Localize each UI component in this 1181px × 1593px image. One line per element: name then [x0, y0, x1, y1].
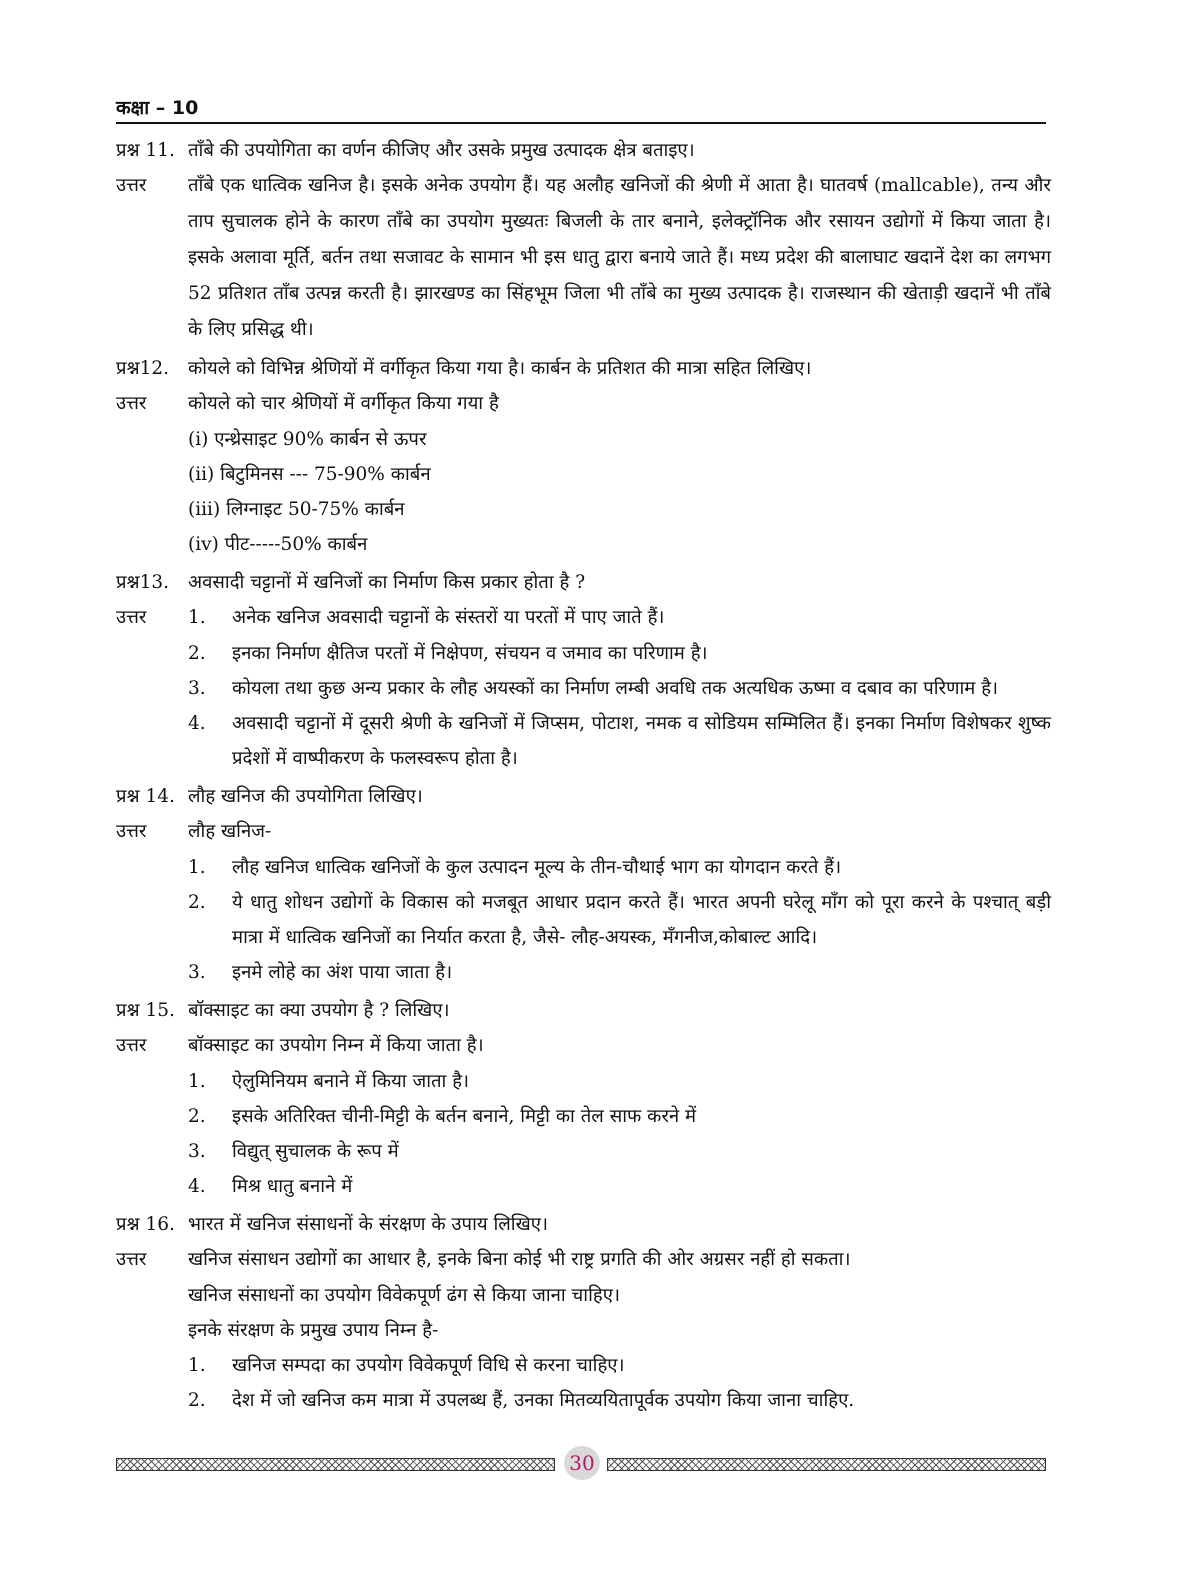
question-label: प्रश्न 14.	[116, 786, 175, 807]
question-label: प्रश्न 16.	[116, 1214, 175, 1235]
list-item	[188, 1134, 1051, 1169]
list-number: 2.	[188, 643, 206, 664]
question-14	[116, 780, 1051, 814]
answer-16	[116, 1242, 1051, 1278]
answer-label: उत्तर	[116, 393, 147, 414]
answer-label: उत्तर	[116, 821, 147, 842]
list-text: खनिज सम्पदा का उपयोग विवेकपूर्ण विधि से करना चाहिए।	[232, 1355, 625, 1376]
list-text: ये धातु शोधन उद्योगों के विकास को मजबूत आधार प्रदान करते हैं। भारत अपनी घरेलू माँग को पूरा करने के पश्चात् बड़ी मात्रा में धात्विक खनिजों का निर्यात करता है, जैसे- लौह-अयस्क, मँगनीज,कोबाल्ट आदि।	[232, 892, 1051, 948]
answer-text: बॉक्साइट का उपयोग निम्न में किया जाता है।	[188, 1035, 484, 1056]
answer-text: खनिज संसाधन उद्योगों का आधार है, इनके बिना कोई भी राष्ट्र प्रगति की ओर अग्रसर नहीं हो सकता।	[188, 1249, 851, 1270]
answer-text: ताँबे एक धात्विक खनिज है। इसके अनेक उपयोग हैं। यह अलौह खनिजों की श्रेणी में आता है। घातवर्ष (mallcable), तन्य और ताप सुचालक होने के कारण ताँबे का उपयोग मुख्यतः बिजली के तार बनाने, इलेक्ट्रॉनिक और रसायन उद्योगों में किया जाता है। इसके अलावा मूर्ति, बर्तन तथा सजावट के सामान भी इस धातु द्वारा बनाये जाते हैं। मध्य प्रदेश की बालाघाट खदानें देश का लगभग 52 प्रतिशत ताँब उत्पन्न करती है। झारखण्ड का सिंहभूम जिला भी ताँबे का मुख्य उत्पादक है। राजस्थान की खेताड़ी खदानें भी ताँबे के लिए प्रसिद्ध थी।	[188, 175, 1051, 340]
list-item: (ii) बिटुमिनस --- 75-90% कार्बन	[188, 464, 431, 485]
page-footer	[116, 1448, 1046, 1478]
list-number: 4.	[188, 1176, 206, 1197]
list-item	[188, 671, 1051, 706]
list-text: मिश्र धातु बनाने में	[232, 1176, 353, 1197]
list-text: इनमे लोहे का अंश पाया जाता है।	[232, 962, 453, 983]
answer-text: कोयले को चार श्रेणियों में वर्गीकृत किया गया है	[188, 393, 499, 414]
question-label: प्रश्न 15.	[116, 1000, 175, 1021]
question-label: प्रश्न13.	[116, 572, 170, 593]
list-item	[188, 1383, 1051, 1418]
answer-11	[116, 168, 1051, 348]
list-number: 2.	[188, 892, 206, 913]
list-item	[188, 885, 1051, 955]
list-number: 1.	[188, 1355, 206, 1376]
list-item	[188, 1348, 1051, 1383]
question-text: कोयले को विभिन्न श्रेणियों में वर्गीकृत किया गया है। कार्बन के प्रतिशत की मात्रा सहित लिखिए।	[188, 358, 812, 379]
question-11	[116, 134, 1051, 168]
list-text: अनेक खनिज अवसादी चट्टानों के संस्तरों या परतों में पाए जाते हैं।	[232, 607, 665, 628]
question-16	[116, 1208, 1051, 1242]
answer-label: उत्तर	[116, 1035, 147, 1056]
list-number: 4.	[188, 713, 206, 734]
list-item	[188, 850, 1051, 885]
question-label: प्रश्न12.	[116, 358, 170, 379]
question-text: अवसादी चट्टानों में खनिजों का निर्माण किस प्रकार होता है ?	[188, 572, 586, 593]
answer-15	[116, 1028, 1051, 1064]
list-item	[188, 955, 1051, 990]
answer-label: उत्तर	[116, 175, 147, 196]
list-item: (iv) पीट-----50% कार्बन	[188, 534, 368, 555]
list-text: अवसादी चट्टानों में दूसरी श्रेणी के खनिजों में जिप्सम, पोटाश, नमक व सोडियम सम्मिलित हैं। इनका निर्माण विशेषकर शुष्क प्रदेशों में वाष्पीकरण के फलस्वरूप होता है।	[232, 713, 1051, 769]
question-label: प्रश्न 11.	[116, 140, 175, 161]
list-item	[188, 1064, 1051, 1099]
list-number: 1.	[188, 1071, 206, 1092]
question-text: भारत में खनिज संसाधनों के संरक्षण के उपाय लिखिए।	[188, 1214, 548, 1235]
decorative-border-right	[607, 1458, 1046, 1471]
question-15	[116, 994, 1051, 1028]
list-text: विद्युत् सुचालक के रूप में	[232, 1141, 399, 1162]
list-text: लौह खनिज धात्विक खनिजों के कुल उत्पादन मूल्य के तीन-चौथाई भाग का योगदान करते हैं।	[232, 857, 842, 878]
list-item: (i) एन्थ्रेसाइट 90% कार्बन से ऊपर	[188, 429, 427, 450]
list-text: इसके अतिरिक्त चीनी-मिट्टी के बर्तन बनाने, मिट्टी का तेल साफ करने में	[232, 1106, 697, 1127]
decorative-border-left	[116, 1458, 555, 1471]
class-header: कक्षा – 10	[116, 97, 199, 119]
answer-label: उत्तर	[116, 607, 147, 628]
list-number: 3.	[188, 678, 206, 699]
list-text: देश में जो खनिज कम मात्रा में उपलब्ध हैं, उनका मितव्ययितापूर्वक उपयोग किया जाना चाहिए.	[232, 1390, 855, 1411]
list-text: इनका निर्माण क्षैतिज परतों में निक्षेपण, संचयन व जमाव का परिणाम है।	[232, 643, 708, 664]
list-item: (iii) लिग्नाइट 50-75% कार्बन	[188, 499, 405, 520]
answer-text: लौह खनिज-	[188, 821, 272, 842]
answer-line: खनिज संसाधनों का उपयोग विवेकपूर्ण ढंग से किया जाना चाहिए।	[188, 1285, 620, 1306]
list-number: 2.	[188, 1390, 206, 1411]
question-text: ताँबे की उपयोगिता का वर्णन कीजिए और उसके प्रमुख उत्पादक क्षेत्र बताइए।	[188, 140, 695, 161]
question-13	[116, 566, 1051, 600]
question-12	[116, 352, 1051, 386]
page-number: 30	[564, 1446, 600, 1480]
answer-12	[116, 386, 1051, 422]
list-number: 3.	[188, 1141, 206, 1162]
list-text: कोयला तथा कुछ अन्य प्रकार के लौह अयस्कों का निर्माण लम्बी अवधि तक अत्यधिक ऊष्मा व दबाव का परिणाम है।	[232, 678, 999, 699]
list-item	[188, 1169, 1051, 1204]
list-item	[188, 636, 1051, 671]
header-divider	[116, 122, 1046, 124]
answer-14	[116, 814, 1051, 850]
answer-label: उत्तर	[116, 1249, 147, 1270]
list-number: 1.	[188, 857, 206, 878]
question-text: बॉक्साइट का क्या उपयोग है ? लिखिए।	[188, 1000, 450, 1021]
answer-13	[116, 600, 1051, 636]
list-text: ऐलुमिनियम बनाने में किया जाता है।	[232, 1071, 470, 1092]
list-number: 2.	[188, 1106, 206, 1127]
list-number: 1.	[188, 607, 206, 628]
page-content	[116, 130, 1051, 1418]
list-item	[188, 706, 1051, 776]
list-item	[188, 1099, 1051, 1134]
answer-line: इनके संरक्षण के प्रमुख उपाय निम्न है-	[188, 1320, 439, 1341]
list-number: 3.	[188, 962, 206, 983]
question-text: लौह खनिज की उपयोगिता लिखिए।	[188, 786, 423, 807]
